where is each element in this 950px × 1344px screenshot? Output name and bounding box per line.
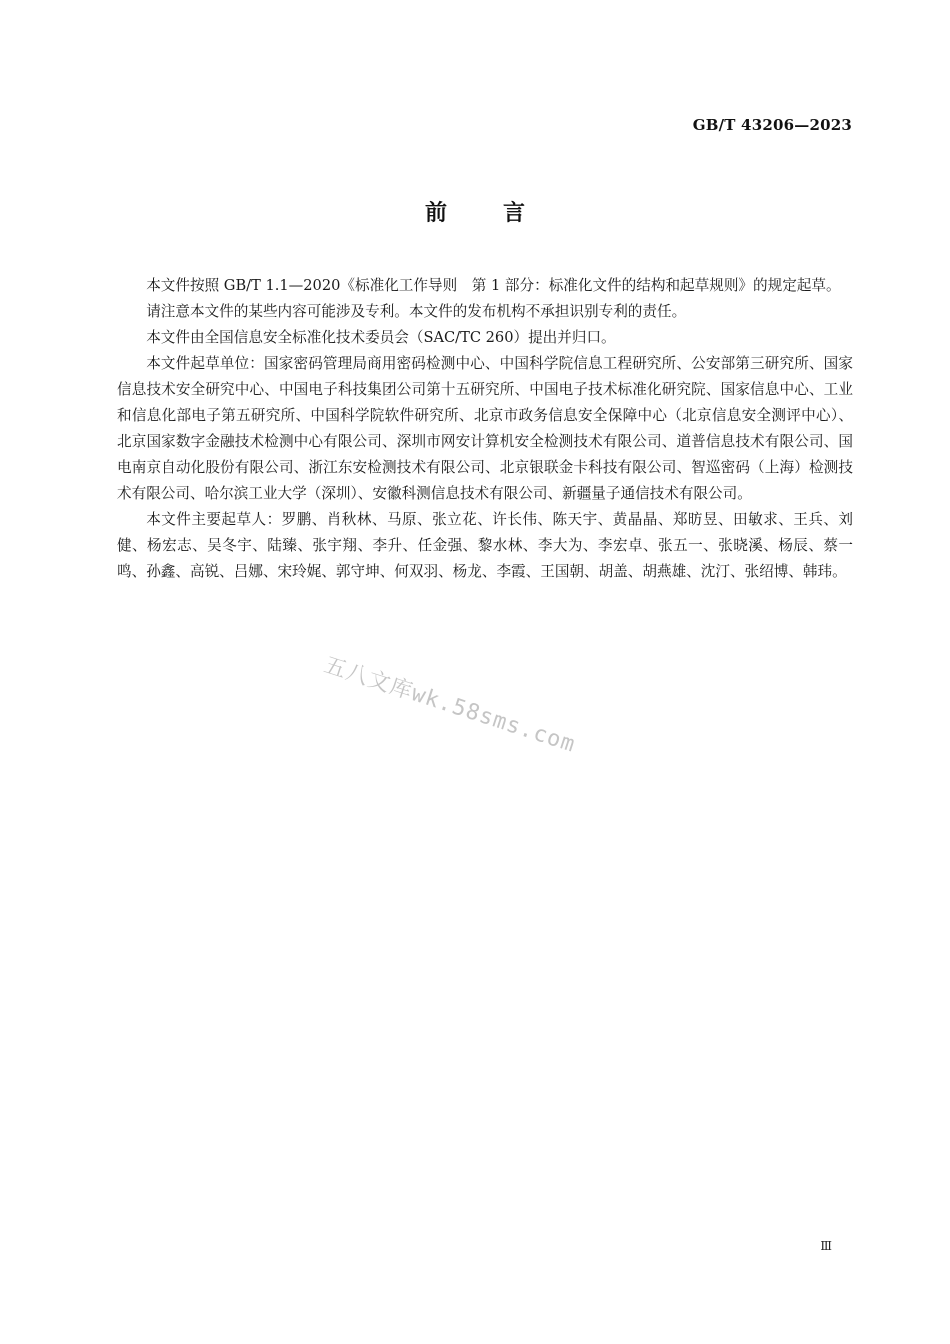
paragraph-drafting-rules: 本文件按照 GB/T 1.1—2020《标准化工作导则 第 1 部分：标准化文件的结构和起草规则》的规定起草。 [146, 277, 841, 294]
paragraph-drafting-units: 本文件起草单位：国家密码管理局商用密码检测中心、中国科学院信息工程研究所、公安部第三研究所、国家信息技术安全研究中心、中国电子科技集团公司第十五研究所、中国电子技术标准化研究院、国家信息中心、工业和信息化部电子第五研究所、中国科学院软件研究所、北京市政务信息安全保障中心（北京信息安全测评中心）、北京国家数字金融技术检测中心有限公司、深圳市网安计算机安全检测技术有限公司、道普信息技术有限公司、国电南京自动化股份有限公司、浙江东安检测技术有限公司、北京银联金卡科技有限公司、智巡密码（上海）检测技术有限公司、哈尔滨工业大学（深圳）、安徽科测信息技术有限公司、新疆量子通信技术有限公司。 [117, 355, 853, 502]
paragraph-committee: 本文件由全国信息安全标准化技术委员会（SAC/TC 260）提出并归口。 [146, 329, 616, 346]
foreword-body [117, 273, 853, 585]
paragraph-drafters: 本文件主要起草人：罗鹏、肖秋林、马原、张立花、许长伟、陈天宇、黄晶晶、郑昉昱、田敏求、王兵、刘健、杨宏志、吴冬宇、陆臻、张宇翔、李升、任金强、黎水林、李大为、李宏卓、张五一、张晓溪、杨辰、蔡一鸣、孙鑫、高锐、吕娜、宋玲娓、郭守坤、何双羽、杨龙、李霞、王国朝、胡盖、胡燕雄、沈汀、张绍博、韩玮。 [117, 511, 853, 580]
paragraph-patent-notice: 请注意本文件的某些内容可能涉及专利。本文件的发布机构不承担识别专利的责任。 [146, 303, 687, 320]
page-title: 前言 [424, 201, 581, 226]
watermark: 五八文库wk.58sms.com [320, 652, 579, 758]
standard-code: GB/T 43206—2023 [692, 116, 852, 134]
page-number: Ⅲ [820, 1239, 832, 1253]
